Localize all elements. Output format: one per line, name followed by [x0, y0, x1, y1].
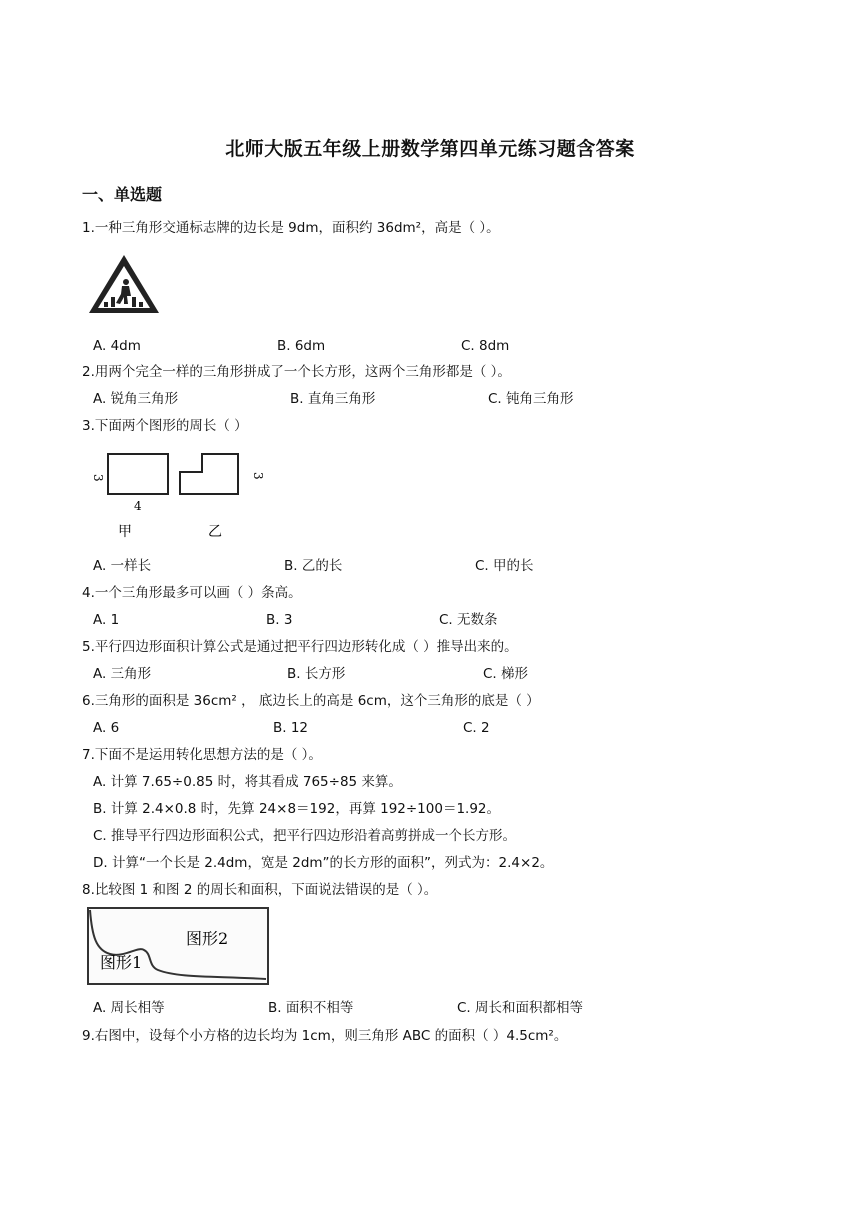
question-6-stem: 6.三角形的面积是 36cm² ， 底边长上的高是 6cm，这个三角形的底是（ ） — [82, 693, 540, 709]
question-1-stem: 1.一种三角形交通标志牌的边长是 9dm，面积约 36dm²，高是（ ）。 — [82, 220, 500, 236]
page-title: 北师大版五年级上册数学第四单元练习题含答案 — [225, 138, 635, 160]
section-heading: 一、单选题 — [82, 185, 163, 204]
q1-option-a: A. 4dm — [93, 338, 141, 354]
q3-option-a: A. 一样长 — [93, 558, 152, 574]
question-7-stem: 7.下面不是运用转化思想方法的是（ ）。 — [82, 747, 322, 763]
q4-option-a: A. 1 — [93, 612, 120, 628]
question-3-stem: 3.下面两个图形的周长（ ） — [82, 418, 248, 434]
q4-option-c: C. 无数条 — [439, 612, 498, 628]
q2-option-b: B. 直角三角形 — [290, 391, 376, 407]
perimeter-shapes-figure — [88, 448, 268, 544]
q5-option-b: B. 长方形 — [287, 666, 346, 682]
shape-b-side-label: 3 — [251, 472, 265, 480]
q7-option-a: A. 计算 7.65÷0.85 时，将其看成 765÷85 来算。 — [93, 774, 402, 790]
q2-option-c: C. 钝角三角形 — [488, 391, 574, 407]
q7-option-b: B. 计算 2.4×0.8 时，先算 24×8＝192，再算 192÷100＝1.92。 — [93, 801, 501, 817]
q6-option-a: A. 6 — [93, 720, 120, 736]
q8-option-b: B. 面积不相等 — [268, 1000, 354, 1016]
question-2-stem: 2.用两个完全一样的三角形拼成了一个长方形，这两个三角形都是（ ）。 — [82, 364, 511, 380]
question-8-stem: 8.比较图 1 和图 2 的周长和面积，下面说法错误的是（ ）。 — [82, 882, 438, 898]
q6-option-b: B. 12 — [273, 720, 309, 736]
q2-option-a: A. 锐角三角形 — [93, 391, 179, 407]
figure-1-label: 图形1 — [100, 953, 143, 972]
q1-option-c: C. 8dm — [461, 338, 510, 354]
shape-a-side-label: 3 — [91, 474, 105, 482]
q6-option-c: C. 2 — [463, 720, 490, 736]
q3-option-b: B. 乙的长 — [284, 558, 343, 574]
question-9-stem: 9.右图中，设每个小方格的边长均为 1cm，则三角形 ABC 的面积（ ）4.5cm²。 — [82, 1028, 568, 1044]
q8-option-a: A. 周长相等 — [93, 1000, 165, 1016]
shape-b-name: 乙 — [208, 524, 222, 540]
q1-option-b: B. 6dm — [277, 338, 326, 354]
q4-option-b: B. 3 — [266, 612, 293, 628]
q7-option-d: D. 计算“一个长是 2.4dm，宽是 2dm”的长方形的面积”，列式为：2.4×2。 — [93, 855, 554, 871]
traffic-sign-figure — [86, 252, 162, 316]
shape-a-name: 甲 — [118, 524, 132, 540]
q5-option-c: C. 梯形 — [483, 666, 529, 682]
q5-option-a: A. 三角形 — [93, 666, 152, 682]
q7-option-c: C. 推导平行四边形面积公式，把平行四边形沿着高剪拼成一个长方形。 — [93, 828, 517, 844]
area-compare-figure — [86, 906, 270, 986]
figure-2-label: 图形2 — [186, 929, 229, 948]
question-4-stem: 4.一个三角形最多可以画（ ）条高。 — [82, 585, 302, 601]
question-5-stem: 5.平行四边形面积计算公式是通过把平行四边形转化成（ ）推导出来的。 — [82, 639, 518, 655]
q8-option-c: C. 周长和面积都相等 — [457, 1000, 584, 1016]
shape-a-bottom-label: 4 — [134, 499, 142, 513]
q3-option-c: C. 甲的长 — [475, 558, 534, 574]
